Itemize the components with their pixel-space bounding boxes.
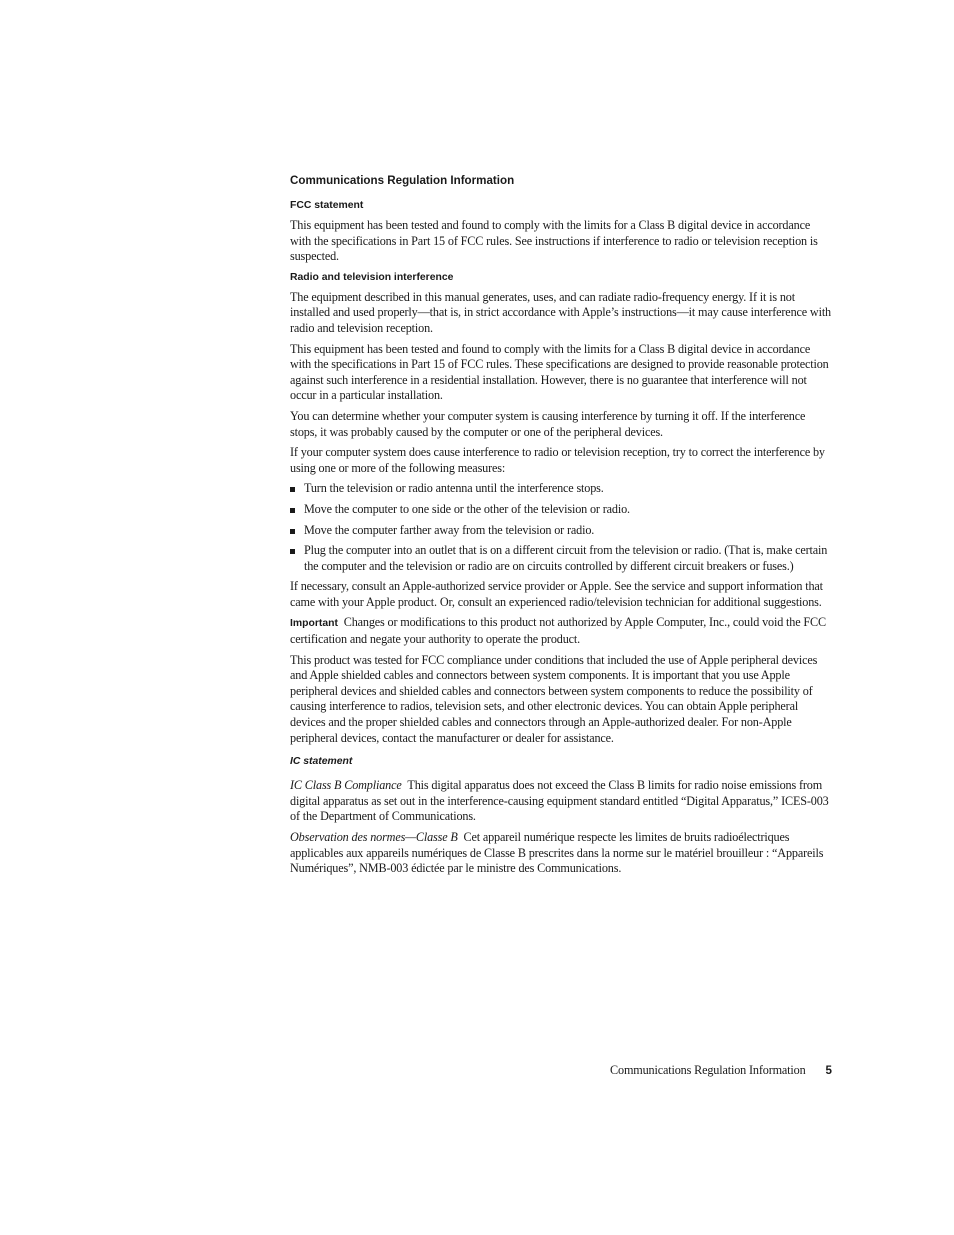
square-bullet-icon — [290, 487, 295, 492]
footer-label: Communications Regulation Information — [610, 1063, 806, 1077]
page-number: 5 — [825, 1064, 832, 1077]
radio-heading: Radio and television interference — [290, 271, 454, 283]
radio-paragraph-5: If necessary, consult an Apple-authorized service provider or Apple. See the service and support information that came with your Apple product. Or, consult an experienced radio/television technician for additional suggestions. — [290, 579, 823, 609]
important-paragraph — [290, 615, 832, 647]
list-item-text: Move the computer farther away from the television or radio. — [304, 522, 595, 537]
important-label: Important — [290, 618, 338, 630]
radio-paragraph-6: This product was tested for FCC compliance under conditions that included the use of Apple peripheral devices and Apple shielded cables and connectors between system components. It is important that you use Apple peripheral devices and shielded cables and connectors between system components to reduce the possibility of causing interference to radios, television sets, and other electronic devices. You can obtain Apple peripheral devices and the proper shielded cables and connectors through an Apple-authorized dealer. For non-Apple peripheral devices, contact the manufacturer or dealer for assistance. — [290, 652, 818, 745]
radio-paragraph-2: This equipment has been tested and found to comply with the limits for a Class B digital device in accordance with the specifications in Part 15 of FCC rules. These specifications are designed to provide reasonable protection against such interference in a residential installation. However, there is no guarantee that interference will not occur in a particular installation. — [290, 341, 829, 403]
list-item-text: Move the computer to one side or the other of the television or radio. — [304, 501, 630, 516]
fcc-heading: FCC statement — [290, 200, 364, 211]
page-title: Communications Regulation Information — [290, 174, 515, 187]
page-footer — [610, 1063, 832, 1079]
ic-observation-text: Cet appareil numérique respecte les limites de bruits radioélectriques applicables aux appareils numériques de Classe B prescrites dans la norme sur le matériel brouilleur : “Appareils Numériques”, NMB-003 édictée par le ministre des Communications. — [290, 830, 824, 876]
square-bullet-icon — [290, 529, 295, 534]
list-item-text: Turn the television or radio antenna until the interference stops. — [304, 481, 604, 496]
ic-compliance-label: IC Class B Compliance — [290, 778, 402, 793]
square-bullet-icon — [290, 508, 295, 513]
square-bullet-icon — [290, 549, 295, 554]
ic-observation-label: Observation des normes—Classe B — [290, 830, 458, 844]
list-item — [290, 502, 832, 518]
list-item — [290, 523, 832, 539]
ic-observation-paragraph — [290, 830, 832, 877]
ic-compliance-paragraph — [290, 778, 832, 825]
document-body — [290, 172, 832, 877]
list-item-text: Plug the computer into an outlet that is on a different circuit from the television or radio. (That is, make certain the computer and the television or radio are on circuits controlled by different circuit breakers or fuses.) — [304, 543, 828, 573]
radio-paragraph-1: The equipment described in this manual generates, uses, and can radiate radio-frequency energy. If it is not installed and used properly—that is, in strict accordance with Apple’s instructions—it may cause interference with radio and television reception. — [290, 289, 831, 335]
ic-compliance-text: This digital apparatus does not exceed the Class B limits for radio noise emissions from digital apparatus as set out in the interference-causing equipment standard entitled “Digital Apparatus,” ICES-003 of the Department of Communications. — [290, 778, 829, 824]
list-item — [290, 481, 832, 497]
measures-list — [290, 481, 832, 574]
list-item — [290, 543, 832, 574]
important-text: Changes or modifications to this product not authorized by Apple Computer, Inc., could void the FCC certification and negate your authority to operate the product. — [290, 615, 826, 647]
radio-paragraph-4: If your computer system does cause interference to radio or television reception, try to correct the interference by using one or more of the following measures: — [290, 445, 825, 475]
radio-paragraph-3: You can determine whether your computer system is causing interference by turning it off. If the interference stops, it was probably caused by the computer or one of the peripheral devices. — [290, 408, 806, 439]
fcc-paragraph: This equipment has been tested and found to comply with the limits for a Class B digital device in accordance with the specifications in Part 15 of FCC rules. See instructions if interference to radio or television reception is suspected. — [290, 218, 818, 264]
ic-heading: IC statement — [290, 756, 353, 768]
